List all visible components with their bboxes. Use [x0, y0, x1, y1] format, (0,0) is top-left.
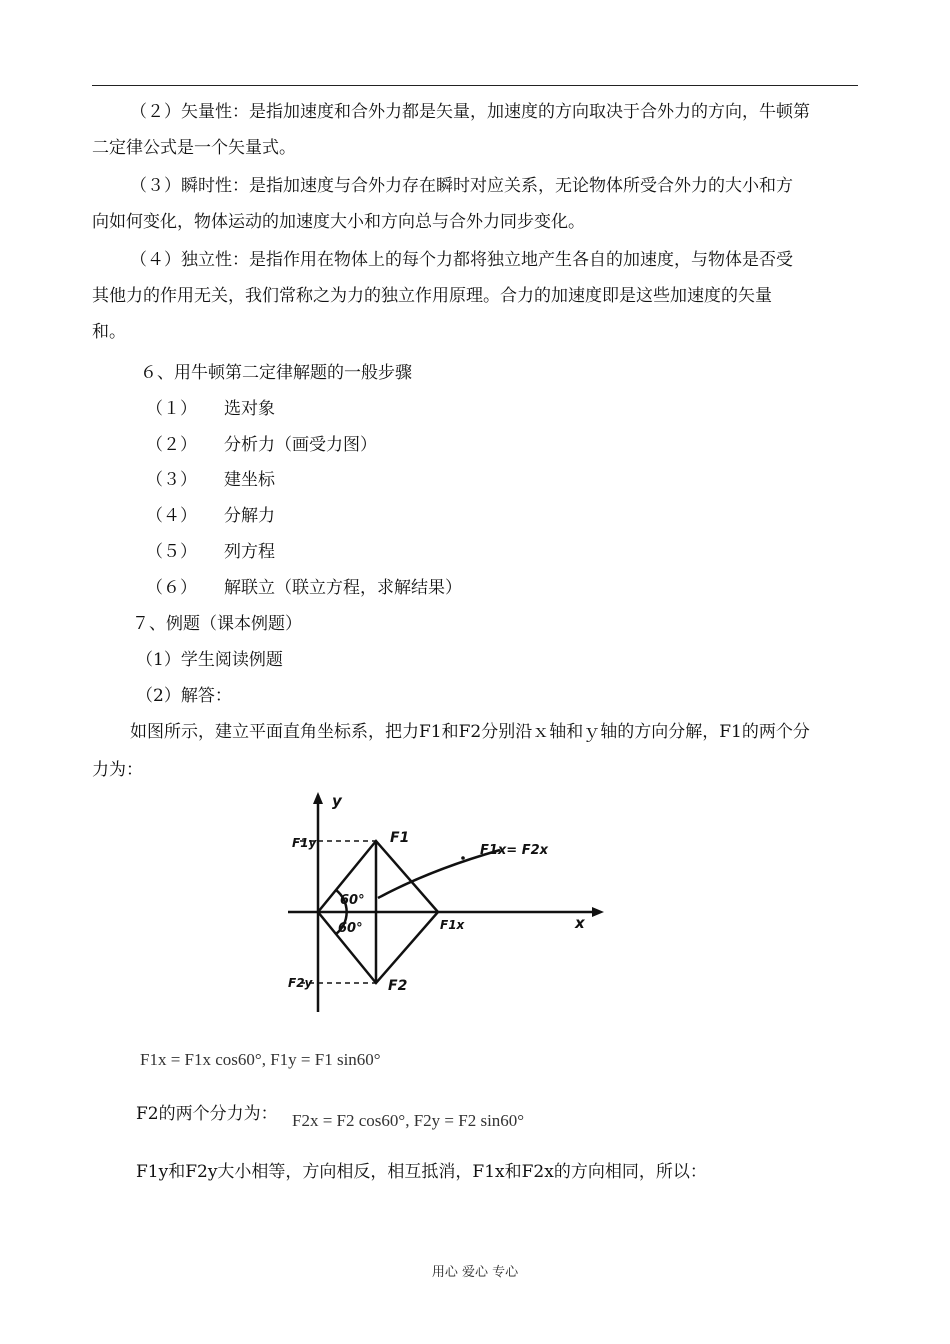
step-item: （１） 选对象 [146, 399, 275, 419]
f2-intro-text: F2的两个分力为： [136, 1104, 278, 1124]
paragraph-vector-line2: 二定律公式是一个矢量式。 [92, 138, 296, 158]
formula-f2-text: F2x = F2 cos60°, F2y = F2 sin60° [292, 1111, 525, 1130]
pointer-dot [461, 856, 465, 860]
paragraph-independent-line2: 其他力的作用无关，我们常称之为力的独立作用原理。合力的加速度即是这些加速度的矢量 [92, 286, 772, 306]
formula-f1-text: F1x = F1x cos60°, F1y = F1 sin60° [140, 1050, 381, 1069]
angle-bottom-label: 60° [338, 921, 363, 936]
angle-top-label: 60° [340, 893, 365, 908]
section-7-title: ７、例题（课本例题） [132, 614, 302, 634]
example-step-read: （1）学生阅读例题 [136, 650, 283, 670]
section-6-title: ６、用牛顿第二定律解题的一般步骤 [140, 363, 412, 383]
f2-label: F2 [388, 978, 408, 994]
paragraph-independent-line1: （４）独立性：是指作用在物体上的每个力都将独立地产生各自的加速度，与物体是否受 [130, 250, 793, 270]
force-decomposition-diagram [280, 790, 610, 1015]
y-axis-label: y [332, 792, 342, 810]
step-item: （２） 分析力（画受力图） [146, 435, 377, 455]
x-axis-label: x [575, 914, 585, 932]
step-item: （４） 分解力 [146, 506, 275, 526]
example-step-answer: （2）解答： [136, 686, 232, 706]
y-axis-arrow-icon [313, 792, 323, 804]
paragraph-instant-line1: （３）瞬时性：是指加速度与合外力存在瞬时对应关系，无论物体所受合外力的大小和方 [130, 176, 793, 196]
x-axis-arrow-icon [592, 907, 604, 917]
f1y-label: F1y [292, 836, 317, 850]
conclusion-text: F1y和F2y大小相等，方向相反，相互抵消，F1x和F2x的方向相同，所以： [136, 1162, 707, 1182]
diagram-lines [288, 795, 600, 1012]
paragraph-vector-line1: （２）矢量性：是指加速度和合外力都是矢量，加速度的方向取决于合外力的方向，牛顿第 [130, 102, 810, 122]
paragraph-independent-line3: 和。 [92, 322, 126, 342]
f1-label: F1 [390, 830, 410, 846]
page-footer: 用心 爱心 专心 [431, 1265, 519, 1280]
equality-label: F1x= F2x [480, 843, 549, 858]
solution-line2: 力为： [92, 760, 143, 780]
paragraph-instant-line2: 向如何变化，物体运动的加速度大小和方向总与合外力同步变化。 [92, 212, 585, 232]
formula-f1-components [140, 1050, 381, 1070]
solution-line1: 如图所示，建立平面直角坐标系，把力F1和F2分别沿ｘ轴和ｙ轴的方向分解，F1的两个分 [130, 722, 810, 742]
header-rule [92, 85, 858, 86]
step-item: （３） 建坐标 [146, 470, 275, 490]
f2y-label: F2y [288, 976, 313, 990]
formula-f2-components [292, 1111, 524, 1131]
f1x-label: F1x [440, 918, 465, 932]
step-item: （５） 列方程 [146, 542, 275, 562]
step-item: （６） 解联立（联立方程，求解结果） [146, 578, 462, 598]
